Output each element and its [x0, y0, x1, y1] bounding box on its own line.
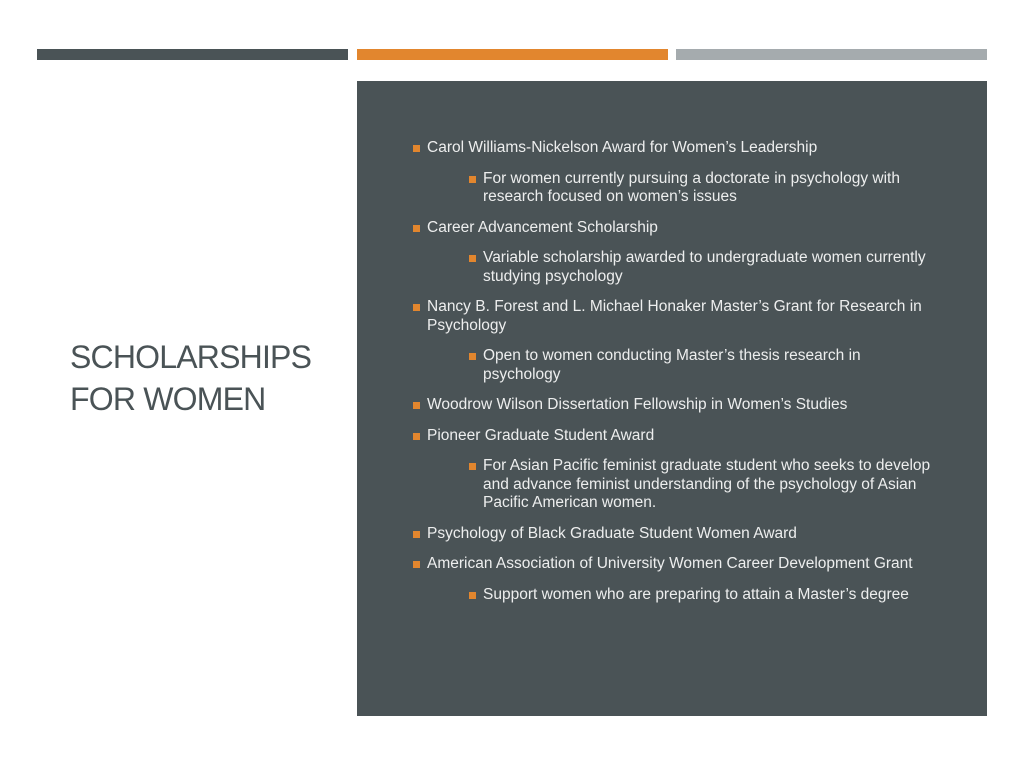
bullet-item	[469, 170, 937, 207]
bullet-item	[413, 298, 937, 335]
bullet-text: Carol Williams-Nickelson Award for Women’s Leadership	[427, 139, 818, 156]
bullet-square-icon	[469, 463, 476, 470]
bullet-item	[413, 427, 937, 446]
bullet-item	[413, 219, 937, 238]
bullet-item	[469, 347, 937, 384]
top-bar-gray	[676, 49, 987, 60]
content-panel	[357, 81, 987, 716]
top-bar-dark	[37, 49, 348, 60]
bullet-square-icon	[413, 531, 420, 538]
bullet-square-icon	[469, 353, 476, 360]
bullet-text: For women currently pursuing a doctorate in psychology with research focused on women’s issues	[483, 169, 900, 205]
bullet-item	[469, 249, 937, 286]
bullet-square-icon	[469, 255, 476, 262]
bullet-square-icon	[413, 402, 420, 409]
bullet-item	[413, 139, 937, 158]
bullet-square-icon	[469, 592, 476, 599]
bullet-text: Variable scholarship awarded to undergraduate women currently studying psychology	[483, 249, 926, 285]
bullet-item	[469, 586, 937, 605]
bullet-text: For Asian Pacific feminist graduate student who seeks to develop and advance feminist understanding of the psychology of Asian Pacific American women.	[483, 457, 931, 511]
bullet-square-icon	[413, 304, 420, 311]
bullet-item	[469, 457, 937, 513]
bullet-square-icon	[413, 145, 420, 152]
bullet-item	[413, 396, 937, 415]
bullet-item	[413, 555, 937, 574]
bullet-text: American Association of University Women Career Development Grant	[427, 555, 913, 572]
bullet-square-icon	[413, 433, 420, 440]
bullet-item	[413, 525, 937, 544]
bullet-text: Psychology of Black Graduate Student Women Award	[427, 524, 797, 542]
bullet-text: Woodrow Wilson Dissertation Fellowship in Women’s Studies	[427, 396, 848, 413]
bullet-square-icon	[413, 561, 420, 568]
bullet-text: Career Advancement Scholarship	[427, 218, 658, 236]
bullet-text: Support women who are preparing to attain a Master’s degree	[483, 585, 909, 603]
bullet-square-icon	[469, 176, 476, 183]
bullet-text: Open to women conducting Master’s thesis research in psychology	[483, 347, 861, 383]
bullet-square-icon	[413, 225, 420, 232]
bullet-text: Nancy B. Forest and L. Michael Honaker Master’s Grant for Research in Psychology	[427, 298, 922, 334]
slide-title: SCHOLARSHIPS FOR WOMEN	[70, 339, 312, 417]
bullet-list	[413, 139, 937, 604]
top-bar-orange	[357, 49, 668, 60]
bullet-text: Pioneer Graduate Student Award	[427, 426, 655, 444]
